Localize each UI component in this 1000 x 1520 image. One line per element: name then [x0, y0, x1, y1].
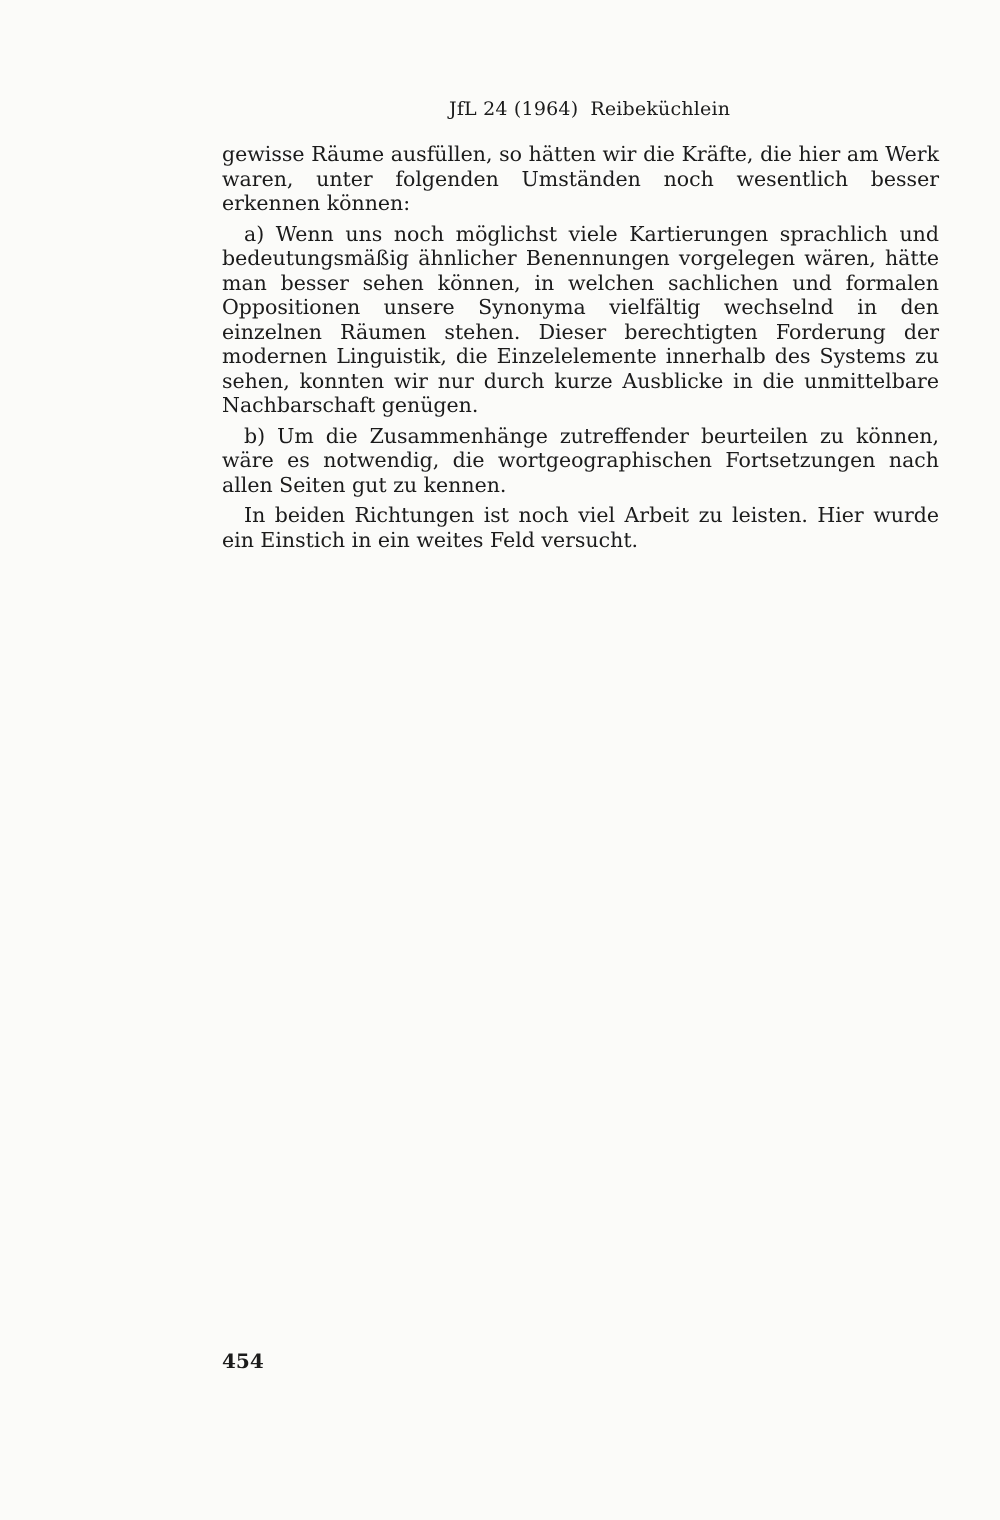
journal-reference: JfL 24 (1964)	[449, 98, 579, 120]
article-title: Reibeküchlein	[590, 98, 731, 120]
paragraph-conclusion: In beiden Richtungen ist noch viel Arbeit zu leisten. Hier wurde ein Einstich in ein weites Feld versucht.	[222, 503, 939, 552]
page-number: 454	[222, 1349, 264, 1373]
paragraph-point-b: b) Um die Zusammenhänge zutreffender beurteilen zu können, wäre es notwendig, die wortgeographischen Fortsetzungen nach allen Seiten gut zu kennen.	[222, 423, 939, 497]
paragraph-continuation: gewisse Räume ausfüllen, so hätten wir die Kräfte, die hier am Werk waren, unter folgenden Umständen noch wesentlich besser erkennen können:	[222, 142, 939, 215]
running-head	[449, 98, 730, 120]
body-text	[222, 142, 939, 558]
paragraph-point-a: a) Wenn uns noch möglichst viele Kartierungen sprachlich und bedeutungsmäßig ähnlicher Benennungen vorgelegen wären, hätte man besser sehen können, in welchen sachlichen und formalen Oppositionen unsere Synonyma vielfältig wechselnd in den einzelnen Räumen stehen. Dieser berechtigten Forderung der modernen Linguistik, die Einzelelemente innerhalb des Systems zu sehen, konnten wir nur durch kurze Ausblicke in die unmittelbare Nachbarschaft genügen.	[222, 221, 939, 417]
